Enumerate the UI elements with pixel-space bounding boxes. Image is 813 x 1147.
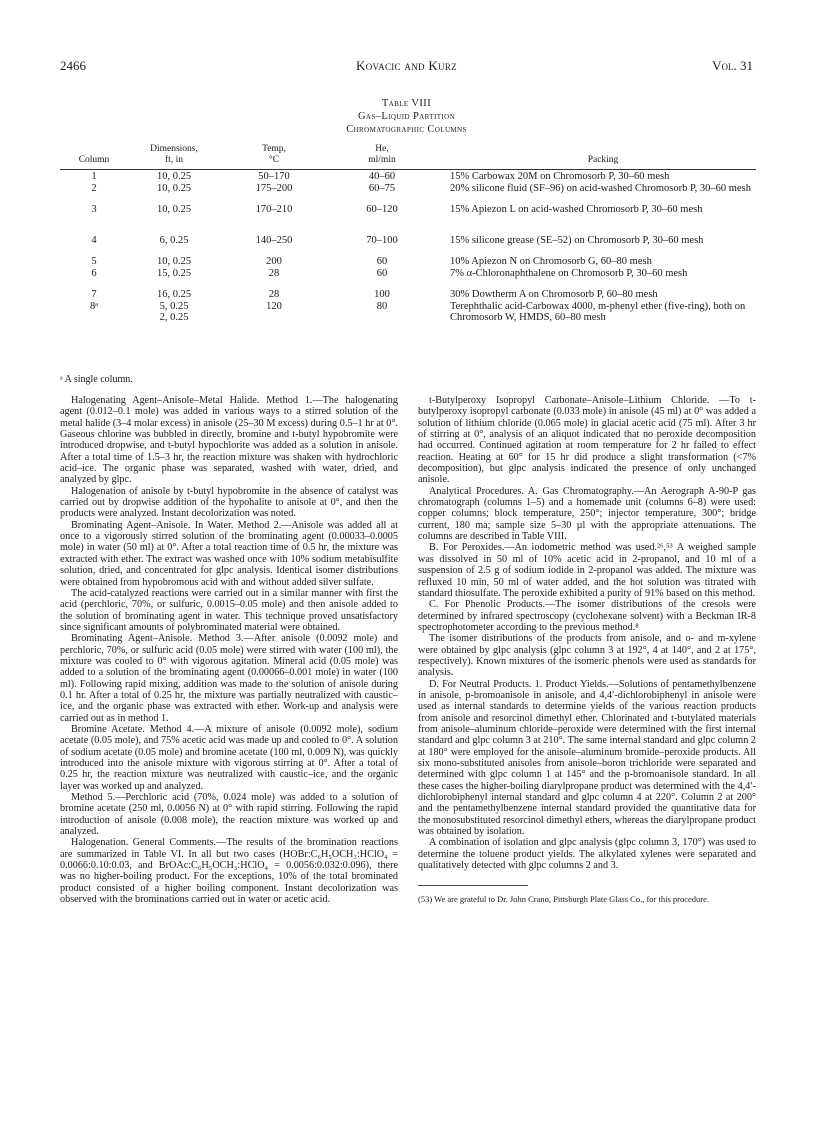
- paragraph: Halogenation of anisole by t-butyl hypobromite in the absence of catalyst was carried out by dropwise addition of the hypohalite to anisole at 0°, and then the products were analyzed. Instant decolorization was noted.: [60, 485, 398, 520]
- paragraph: t-Butylperoxy Isopropyl Carbonate–Anisole–Lithium Chloride. —To t-butylperoxy isopropyl carbonate (0.033 mole) in anisole (45 ml) at 0° was added a solution of lithium chloride (0.065 mole) in glacial acetic acid (75 ml). After 3 hr of stirring at 0°, analysis of an aliquot indicated that no peroxide decomposition had occurred. Continued agitation at room temperature for 2 hr failed to effect reaction. Heating at 60° for 15 hr did produce a slight transformation (<7% decomposition), but glpc analysis indicated the presence of only unchanged anisole.: [418, 395, 756, 486]
- paragraph: Bromine Acetate. Method 4.—A mixture of anisole (0.0092 mole), sodium acetate (0.05 mole), and 75% acetic acid was made up and cooled to 0°. A solution of sodium acetate (0.05 mole) and bromine acetate (100 ml, 0.009 N), was quickly introduced into the anisole mixture with vigorous stirring at 0°. After a total of 0.25 hr, the reaction mixture was neutralized with caustic–ice, and the organic layer was worked up and analyzed.: [60, 723, 398, 792]
- col-header-column: Column: [78, 155, 110, 165]
- paragraph: D. For Neutral Products. 1. Product Yields.—Solutions of pentamethylbenzene in anisole, p-bromoanisole in anisole, and 4,4′-dichlorobiphenyl in anisole were used as internal standards to determine yields of the various reaction products from anisole and resorcinol dimethyl ether. Chlorinated and t-butylated materials from anisole–aluminum chloride–peroxide were determined with the first internal standard and glpc column 3 at 210°. The same internal standard and glpc column 2 at 180° were employed for the anisole–aluminum bromide–peroxide products. All six mono-substituted anisoles from anisole–boron trichloride were separated and determined with glpc column 1 at 145° and the p-bromoanisole standard. In all these cases the higher-boiling diarylpropane product was determined with the 4,4′-dichlorobiphenyl internal standard and glpc column 4 at 220°. Column 2 at 200° and the pentamethylbenzene internal standard provided the quantitative data for the monosubstituted resorcinol dimethyl ethers, whereas the diarylpropane product was obtained by isolation.: [418, 678, 756, 838]
- paragraph: Halogenating Agent–Anisole–Metal Halide. Method 1.—The halogenating agent (0.012–0.1 mole) was added in various ways to a stirred solution of the metal halide (3–4 molar excess) in anisole (25–30 M excess) during 0.5–1 hr at 0°. Gaseous chlorine was bubbled in directly, bromine and t-butyl hypobromite were introduced dropwise, and t-butyl hypochlorite was added as a solution in anisole. After a total time of 1.5–3 hr, the reaction mixture was shaken with hydrochloric acid–ice. The organic phase was separated, washed with water, dried, and analyzed by glpc.: [60, 395, 398, 486]
- paragraph: Halogenation. General Comments.—The results of the bromination reactions are summarized in Table VI. In all but two cases (HOBr:C₆H₅OCH₃:HClO₄ = 0.0066:0.10:0.03, and BrOAc:C₆H₅OCH₃:HClO₄ = 0.0056:0.032:0.096), there was no higher-boiling product. For the exceptions, 10% of the total brominated product consisted of a higher boiling component. Instant decolorization was observed with the brominations carried out in water or acetic acid.: [60, 837, 398, 906]
- table-row: 3 10, 0.25 170–210 60–120 15% Apiezon L on acid-washed Chromosorb P, 30–60 mesh: [91, 204, 703, 215]
- footnote-text: (53) We are grateful to Dr. John Crano, Pittsburgh Plate Glass Co., for this procedure.: [418, 894, 710, 905]
- table-row: 7 16, 0.25 28 100 30% Dowtherm A on Chromosorb P, 60–80 mesh: [91, 289, 658, 300]
- paragraph: The isomer distributions of the products from anisole, and o- and m-xylene were obtained by glpc analysis (glpc column 3 at 192°, 4 at 140°, and 2 at 175°, respectively). Known mixtures of the isomeric phenols were used as standards for analysis.: [418, 633, 756, 679]
- footnote-53: [418, 885, 710, 905]
- table-row: 1 10, 0.25 50–170 40–60 15% Carbowax 20M on Chromosorb P, 30–60 mesh: [91, 171, 670, 182]
- paragraph: Method 5.—Perchloric acid (70%, 0.024 mole) was added to a solution of bromine acetate (250 ml, 0.0056 N) at 0° with rapid stirring. Following the rapid introduction of anisole (0.008 mole), the reaction mixture was worked up and analyzed.: [60, 792, 398, 838]
- paragraph: C. For Phenolic Products.—The isomer distributions of the cresols were determined by infrared spectroscopy (cyclohexane solvent) with a Beckman IR-8 spectrophotometer according to the previous method.⁸: [418, 599, 756, 633]
- table-row: 4 6, 0.25 140–250 70–100 15% silicone grease (SE–52) on Chromosorb P, 30–60 mesh: [91, 235, 704, 246]
- paragraph: The acid-catalyzed reactions were carried out in a similar manner with first the acid (perchloric, 70%, or sulfuric, 0.0015–0.05 mole) and then anisole added to the solution of brominating agent in water. This technique proved unsatisfactory since significant amounts of polybrominated material were obtained.: [60, 587, 398, 633]
- table-footnote: ᵃ A single column.: [60, 374, 133, 385]
- table-title-line-1: Gas–Liquid Partition: [357, 111, 456, 122]
- running-header: [60, 58, 753, 76]
- paragraph: A combination of isolation and glpc analysis (glpc column 3, 170°) was used to determine the toluene product yields. The alkylated xylenes were separated and qualitatively detected with glpc columns 2 and 3.: [418, 837, 756, 872]
- table-title-line-2: Chromatographic Columns: [346, 124, 467, 135]
- left-text-column: [60, 395, 398, 905]
- col-header-temp: Temp, °C: [262, 144, 286, 165]
- paragraph: Brominating Agent–Anisole. Method 3.—After anisole (0.0092 mole) and perchloric, 70%, or sulfuric acid (0.05 mole) were stirred with water (100 ml), the mixture was cooled to 0° with vigorous agitation. Mineral acid (0.05 mole) was added to a solution of the brominating agent (0.00066–0.001 mole) in water (100 ml). Following rapid mixing, addition was made to the solution of anisole during 0.1 hr. After a total of 0.25 hr, the mixture was partially neutralized with caustic–ice, and the organic phase was extracted with ether. Work-up and analysis were carried out as in method 1.: [60, 633, 398, 724]
- table-row: 8ᵃ 5, 0.25 2, 0.25 120 80 Terephthalic acid-Carbowax 4000, m-phenyl ether (five-ring), both on Chromosorb W, HMDS, 60–80 mesh: [89, 301, 746, 323]
- col-header-he: He, ml/min: [368, 144, 396, 165]
- table-row: 5 10, 0.25 200 60 10% Apiezon N on Chromosorb G, 60–80 mesh: [91, 256, 652, 267]
- volume-label: Vol. 31: [712, 58, 753, 73]
- paragraph: B. For Peroxides.—An iodometric method was used.²⁶,⁵³ A weighed sample was dissolved in 50 ml of 10% acetic acid in 2-propanol, and 10 ml of a suspension of 2.5 g of sodium iodide in 2-propanol was added. The mixture was refluxed 10 min, 50 ml of water added, and the hot solution was titrated with standard thiosulfate. The peroxide exhibited a purity of 91% based on this method.: [418, 542, 756, 599]
- page-number: 2466: [60, 58, 86, 73]
- col-header-dimensions: Dimensions, ft, in: [150, 144, 198, 165]
- running-title-authors: Kovacic and Kurz: [356, 58, 457, 73]
- col-header-packing: Packing: [587, 155, 619, 165]
- table-label: Table VIII: [381, 98, 432, 109]
- table-row: 2 10, 0.25 175–200 60–75 20% silicone fluid (SF–96) on acid-washed Chromosorb P, 30–60 mesh: [91, 183, 751, 194]
- right-text-column: [418, 395, 756, 904]
- paragraph: Brominating Agent–Anisole. In Water. Method 2.—Anisole was added all at once to a vigorously stirred solution of the brominating agent (0.00033–0.0005 mole) in water (50 ml) at 0°. After a total reaction time of 0.5 hr, the mixture was extracted with ether. The extract was washed once with 10% sodium metabisulfite solution, dried, and concentrated for glpc analysis. Identical isomer distributions were obtained from hypobromous acid with and without added silver sulfate.: [60, 519, 398, 588]
- paragraph: Analytical Procedures. A. Gas Chromatography.—An Aerograph A-90-P gas chromatograph (columns 1–5) and a homemade unit (columns 6–8) were used: copper columns; block temperature, 250°; injector temperature, 300°; bridge current, 180 ma; sample size 5–30 µl with the appropriate attenuations. The columns are described in Table VIII.: [418, 485, 756, 543]
- gc-columns-table: [60, 144, 756, 323]
- table-row: 6 15, 0.25 28 60 7% α-Chloronaphthalene on Chromosorb P, 30–60 mesh: [91, 268, 688, 279]
